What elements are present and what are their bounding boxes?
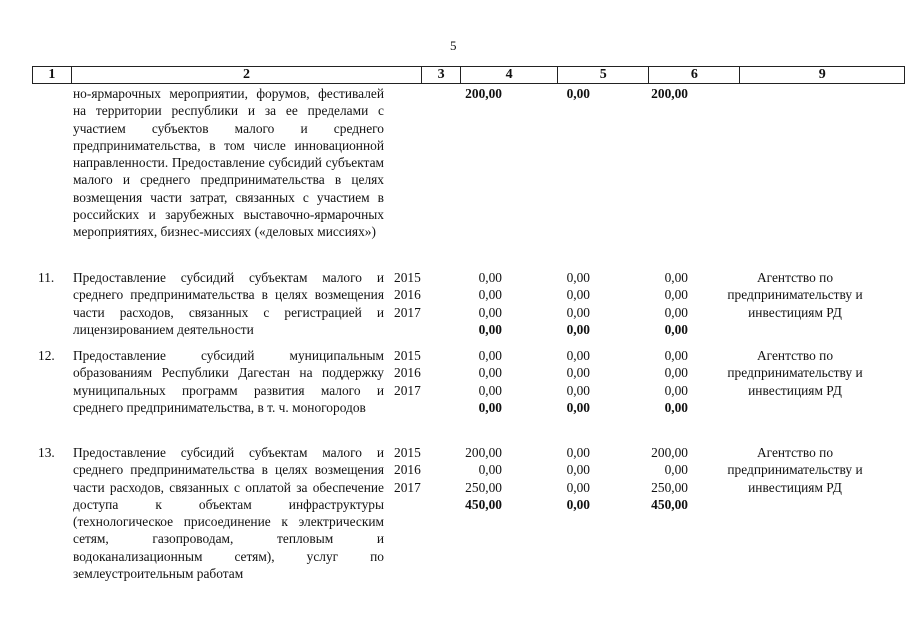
- value-list-col5: [540, 444, 590, 513]
- total-value: 0,00: [566, 321, 590, 337]
- page-number: 5: [450, 38, 457, 53]
- value-list-col4: [440, 444, 502, 513]
- total-value: 450,00: [651, 496, 688, 512]
- col-header-6: 6: [649, 67, 740, 84]
- col-header-1: 1: [33, 67, 72, 84]
- value: 0,00: [566, 304, 590, 320]
- year: 2017: [394, 382, 421, 398]
- value: 0,00: [566, 365, 590, 381]
- value: 0,00: [664, 365, 688, 381]
- year: 2016: [394, 365, 421, 381]
- year: 2015: [394, 348, 421, 363]
- value: 0,00: [566, 270, 590, 285]
- row-description: Предоставление субсидий субъектам малого и среднего предпринимательства в целях возмещения части расходов, связанных с регистрацией и лицензированием деятельности: [73, 270, 384, 337]
- col-header-3: 3: [422, 67, 461, 84]
- value-list-col6: [628, 269, 688, 338]
- value: 0,00: [566, 462, 590, 478]
- value: 0,00: [478, 462, 502, 478]
- row-description: Предоставление субсидий муниципальным образованиям Республики Дагестан на поддержку муниципальных программ развития малого и среднего предпринимательства, в т. ч. моногородов: [73, 348, 384, 415]
- value: 0,00: [664, 348, 688, 363]
- col-header-5: 5: [558, 67, 649, 84]
- col-header-9: 9: [740, 67, 905, 84]
- value: 0,00: [566, 287, 590, 303]
- total-value: 0,00: [664, 321, 688, 337]
- value-list-col6: [628, 347, 688, 416]
- value: 0,00: [478, 287, 502, 303]
- value: 0,00: [566, 445, 590, 460]
- value: 0,00: [478, 348, 502, 363]
- col-header-4: 4: [461, 67, 558, 84]
- value: 250,00: [651, 479, 688, 495]
- value-list-col5: [540, 347, 590, 416]
- total-value: 0,00: [478, 399, 502, 415]
- value: 200,00: [465, 445, 502, 460]
- total-value: 450,00: [465, 496, 502, 512]
- value: 0,00: [664, 382, 688, 398]
- value-list-col4: [440, 347, 502, 416]
- value: 0,00: [664, 304, 688, 320]
- year: 2017: [394, 479, 421, 495]
- value: 0,00: [478, 270, 502, 285]
- row-number: 11.: [38, 270, 55, 285]
- value-list-col6: [628, 444, 688, 513]
- value: 0,00: [478, 365, 502, 381]
- column-header-table: [32, 66, 905, 84]
- year: 2015: [394, 270, 421, 285]
- year: 2017: [394, 304, 421, 320]
- col-header-2: 2: [71, 67, 422, 84]
- value: 0,00: [478, 304, 502, 320]
- value: 200,00: [651, 445, 688, 460]
- row-description: Предоставление субсидий субъектам малого и среднего предпринимательства в целях возмещения части расходов, связанных с оплатой за обеспечение доступа к объектам инфраструктуры (технологическое присоединение к электрическим сетям, газопроводам, тепловым и водоканализационным сетям), услуг по землеустроительным работам: [73, 445, 384, 582]
- value: 0,00: [664, 270, 688, 285]
- total-value: 0,00: [566, 399, 590, 415]
- year: 2015: [394, 445, 421, 460]
- total-value: 0,00: [566, 496, 590, 512]
- value: 0,00: [664, 287, 688, 303]
- cont-value-col5: 0,00: [566, 86, 590, 101]
- value: 0,00: [566, 348, 590, 363]
- row-number: 13.: [38, 445, 55, 460]
- year-list: [394, 347, 428, 399]
- responsible-agency: Агентство по предпринимательству и инвестициям РД: [727, 348, 863, 398]
- row-number: 12.: [38, 348, 55, 363]
- cont-value-col4: 200,00: [465, 86, 502, 101]
- total-value: 0,00: [478, 321, 502, 337]
- year-list: [394, 269, 428, 321]
- value: 0,00: [566, 382, 590, 398]
- value: 0,00: [664, 462, 688, 478]
- value-list-col4: [440, 269, 502, 338]
- value-list-col5: [540, 269, 590, 338]
- value: 250,00: [465, 479, 502, 495]
- cont-description: но-ярмарочных мероприятии, форумов, фестивалей на территории республики и за ее пределами с участием субъектов малого и среднего предпринимательства, в том числе инновационной направленности. Предоставление субсидий субъектам малого и среднего предпринимательства в целях возмещения части затрат, связанных с участием в российских и зарубежных выставочно-ярмарочных мероприятиях, бизнес-миссиях («деловых миссиях»): [73, 86, 384, 240]
- value: 0,00: [566, 479, 590, 495]
- responsible-agency: Агентство по предпринимательству и инвестициям РД: [727, 445, 863, 495]
- year-list: [394, 444, 428, 496]
- cont-value-col6: 200,00: [651, 86, 688, 101]
- value: 0,00: [478, 382, 502, 398]
- total-value: 0,00: [664, 399, 688, 415]
- responsible-agency: Агентство по предпринимательству и инвестициям РД: [727, 270, 863, 320]
- year: 2016: [394, 287, 421, 303]
- year: 2016: [394, 462, 421, 478]
